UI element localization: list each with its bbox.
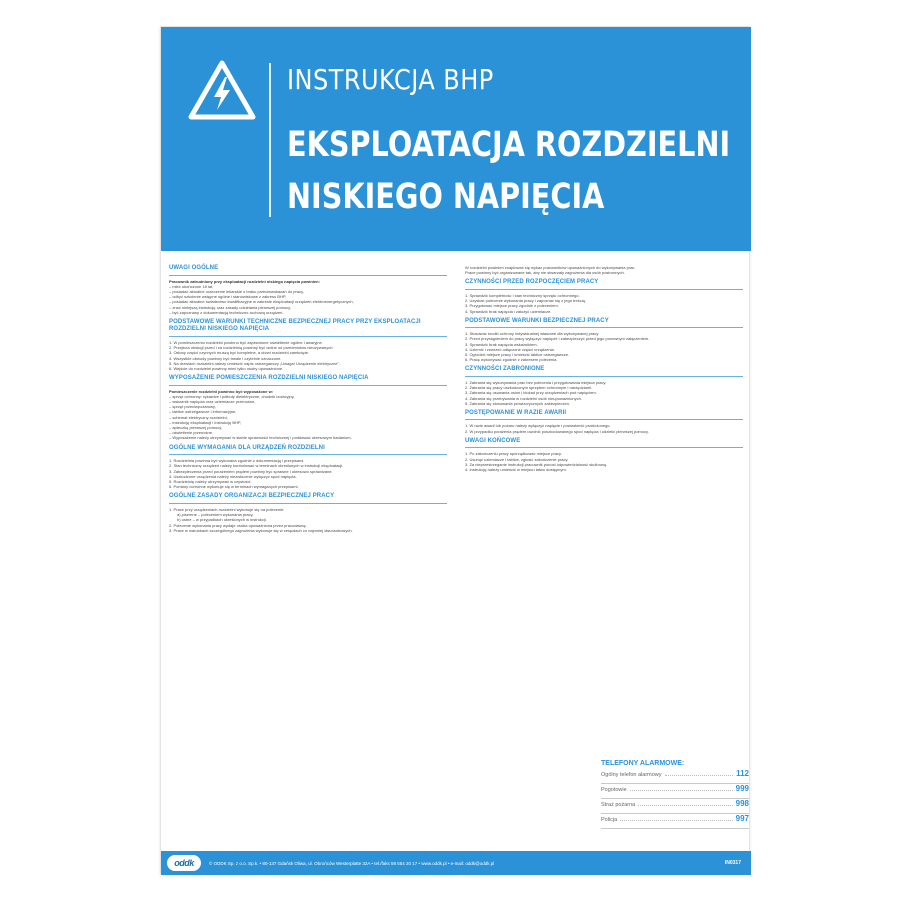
dotted-leader <box>620 816 732 821</box>
phone-row <box>601 784 749 799</box>
section-item: 3. Zabezpieczenia przed porażeniem prądem powinny być sprawne i okresowo sprawdzane. <box>169 468 333 474</box>
section-item: 5. Rozdzielnię należy utrzymywać w czystości. <box>169 478 252 484</box>
footer-bar <box>161 851 751 875</box>
section-item: 1. W razie awarii lub pożaru należy wyłączyć napięcie i powiadomić przełożonego. <box>465 423 611 429</box>
section <box>169 445 447 490</box>
section-item: – sprzęt przeciwpożarowy, <box>169 404 216 410</box>
section-item: 1. Sprawdzić kompletność i stan techniczny sprzętu ochronnego. <box>465 292 580 298</box>
phone-row <box>601 769 749 784</box>
section-item: 1. Zabrania się wykonywania prac bez polecenia i przygotowania miejsca pracy. <box>465 379 607 385</box>
section-item: – odbyć szkolenie wstępne ogólne i stanowiskowe z zakresu BHP, <box>169 294 287 300</box>
section-item: b) ustne – w przypadkach określonych w instrukcji. <box>177 517 267 523</box>
phone-number: 112 <box>736 769 749 778</box>
section <box>465 366 743 406</box>
section-item: 2. Stan techniczny urządzeń należy kontrolować w terminach określonych w instrukcji eksploatacji. <box>169 463 344 469</box>
document-title <box>287 119 731 223</box>
section-item: – znać niniejszą instrukcję oraz zasady udzielania pierwszej pomocy, <box>169 304 291 310</box>
section-title: OGÓLNE ZASADY ORGANIZACJI BEZPIECZNEJ PRACY <box>169 493 335 500</box>
section-item: 3. Przygotować miejsce pracy zgodnie z poleceniem. <box>465 303 559 309</box>
section-rule <box>465 327 743 328</box>
section-item: 3. Sprawdzić brak napięcia wskaźnikiem. <box>465 341 538 347</box>
instruction-sheet <box>160 26 750 874</box>
section-rule <box>465 289 743 290</box>
section-item: 4. Wszystkie obwody powinny być trwale i czytelnie oznaczone. <box>169 355 282 361</box>
section-title: CZYNNOŚCI ZABRONIONE <box>465 366 545 373</box>
section-title: PODSTAWOWE WARUNKI TECHNICZNE BEZPIECZNEJ PRACY PRZY EKSPLOATACJI ROZDZIELNI NISKIEGO NAPIĘCIA <box>169 318 421 333</box>
section-rule <box>465 447 743 448</box>
emergency-phones-title: TELEFONY ALARMOWE: <box>601 760 685 767</box>
section-item: 4. Uszkodzone urządzenia należy niezwłocznie wyłączyć spod napięcia. <box>169 473 297 479</box>
section-item: 3. Prace w warunkach szczególnego zagrożenia wykonuje się w zespołach co najmniej dwuosobowych. <box>169 527 353 533</box>
footer-contact-text: © ODDK Sp. z o.o. Sp.k. • 80-137 Gdańsk Oliwa, ul. Obrońców Westerplatte 32A • tel./faks 58 554 20 17 • www.oddk.pl • e-mail: oddk@oddk.pl <box>209 860 495 866</box>
phone-number: 999 <box>735 784 749 793</box>
section <box>169 375 447 441</box>
phone-label: Straż pożarna <box>601 802 636 808</box>
section-item: 1. Po zakończeniu pracy uporządkować miejsce pracy. <box>465 451 562 457</box>
section <box>169 493 447 533</box>
section-item: 4. Instrukcję należy umieścić w miejscu łatwo dostępnym. <box>465 466 567 472</box>
section-item: – wskaźnik napięcia oraz uziemiacze przenośne, <box>169 399 256 405</box>
phone-label: Pogotowie <box>601 787 627 793</box>
high-voltage-warning-icon <box>187 59 257 121</box>
section-rule <box>169 336 447 337</box>
section-item: 1. W pomieszczeniu rozdzielni powinno być zapewnione oświetlenie ogólne i awaryjne. <box>169 339 323 345</box>
section-item: 5. Zabrania się stosowania prowizorycznych zabezpieczeń. <box>465 400 570 406</box>
dotted-leader <box>665 771 734 776</box>
title-line-2: NISKIEGO NAPIĘCIA <box>287 177 605 217</box>
document-code: IN0317 <box>724 860 741 866</box>
section <box>169 319 447 371</box>
section-item: 6. Pracę wykonywać zgodnie z zakresem polecenia. <box>465 357 558 363</box>
section-item: W rozdzielni powinien znajdować się wykaz pracowników upoważnionych do wykonywania prac. <box>465 265 636 270</box>
section-item: – być zapoznany z dokumentacją techniczno-ruchową urządzeń. <box>169 309 284 315</box>
section-title: CZYNNOŚCI PRZED ROZPOCZĘCIEM PRACY <box>465 279 599 286</box>
section-title: POSTĘPOWANIE W RAZIE AWARII <box>465 409 567 416</box>
section <box>465 438 743 472</box>
section-item: – sprzęt ochronny: rękawice i półbuty dielektryczne, chodnik izolacyjny, <box>169 393 295 399</box>
section-item: 1. Rozdzielnia powinna być wykonana zgodnie z dokumentacją i przepisami. <box>169 458 305 464</box>
section-item: 2. Przed przystąpieniem do pracy wyłączyć napięcie i zabezpieczyć przed jego ponownym załączeniem. <box>465 336 650 342</box>
section-rule <box>169 503 447 504</box>
section-item: 3. Zabrania się usuwania osłon i blokad przy urządzeniach pod napięciem. <box>465 390 597 396</box>
section-rule <box>465 419 743 420</box>
phone-number: 997 <box>735 814 749 823</box>
phone-label: Ogólny telefon alarmowy <box>601 772 662 778</box>
section-item: – schemat elektryczny rozdzielni, <box>169 414 228 420</box>
section <box>465 410 743 434</box>
header-banner <box>161 27 751 251</box>
emergency-phones-list <box>601 769 749 829</box>
section-item: – mieć ukończone 18 lat, <box>169 283 214 289</box>
section-title: OGÓLNE WYMAGANIA DLA URZĄDZEŃ ROZDZIELNI <box>169 444 325 451</box>
section-item: 4. Uziemić i zewrzeć odłączone części urządzenia. <box>465 346 555 352</box>
section-item: Prace powinny być organizowane tak, aby nie stwarzały zagrożenia dla osób postronnych. <box>465 270 625 276</box>
section-item: 4. Sprawdzić brak napięcia i założyć uziemiacze. <box>465 308 552 314</box>
document-type-label: INSTRUKCJA BHP <box>287 63 494 96</box>
phone-label: Policja <box>601 817 618 823</box>
section-intro: Pomieszczenie rozdzielni powinno być wyposażone w: <box>169 388 274 394</box>
phone-row <box>601 814 749 829</box>
header-divider <box>269 63 271 217</box>
section-item: 5. Ogrodzić miejsce pracy i umieścić tablice ostrzegawcze. <box>465 352 570 358</box>
section <box>169 265 447 315</box>
phone-number: 998 <box>735 799 749 808</box>
section-item: 2. W przypadku porażenia prądem uwolnić poszkodowanego spod napięcia i udzielić pierwszej pomocy. <box>465 428 649 434</box>
section-item: – apteczkę pierwszej pomocy, <box>169 425 223 431</box>
section-item: 3. Osłony części czynnych muszą być kompletne, a drzwi rozdzielni zamknięte. <box>169 350 310 356</box>
section-rule <box>169 385 447 386</box>
section-item: 6. Wejście do rozdzielni powinny mieć tylko osoby upoważnione. <box>169 365 284 371</box>
section-item: 1. Prace przy urządzeniach rozdzielni wykonuje się na polecenie: <box>169 506 285 512</box>
title-line-1: EKSPLOATACJA ROZDZIELNI <box>287 125 731 165</box>
section-rule <box>169 454 447 455</box>
section-title: UWAGI OGÓLNE <box>169 265 219 271</box>
instruction-body <box>161 265 751 841</box>
section-item: 2. Uzyskać polecenie wykonania pracy i zapoznać się z jego treścią. <box>465 298 586 304</box>
section-item: 2. Zabrania się pracy uszkodzonym sprzętem ochronnym i narzędziami. <box>465 385 593 391</box>
left-column <box>169 265 447 537</box>
section-title: PODSTAWOWE WARUNKI BEZPIECZNEJ PRACY <box>465 317 609 324</box>
section-item: 5. Na drzwiach rozdzielni należy umieścić napis ostrzegawczy „Uwaga! Urządzenie elektryczne”. <box>169 360 340 366</box>
phone-row <box>601 799 749 814</box>
section-item: – oświetlenie przenośne. <box>169 430 214 436</box>
section-title: WYPOSAŻENIE POMIESZCZENIA ROZDZIELNI NISKIEGO NAPIĘCIA <box>169 375 369 382</box>
dotted-leader <box>630 786 733 791</box>
section-item: – posiadać aktualne świadectwo kwalifikacyjne w zakresie eksploatacji urządzeń elektroenergetycznych, <box>169 299 354 305</box>
section-item: 1. Stosować środki ochrony indywidualnej właściwe dla wykonywanej pracy. <box>465 331 600 337</box>
section-item: 6. Pomiary ochronne wykonuje się w terminach wymaganych przepisami. <box>169 484 299 490</box>
section-item: a) pisemne – poleceniem wykonania pracy, <box>177 512 254 518</box>
section-item: – Wyposażenie należy utrzymywać w stanie sprawności technicznej i poddawać okresowym badaniom. <box>169 435 352 441</box>
section-item: 4. Zabrania się przebywania w rozdzielni osób nieupoważnionych. <box>465 395 582 401</box>
section <box>465 265 743 275</box>
section-item: 2. Usunąć uziemiacze i tablice, zgłosić zakończenie pracy. <box>465 456 569 462</box>
section-rule <box>169 275 447 276</box>
section-intro: Pracownik zatrudniony przy eksploatacji rozdzielni niskiego napięcia powinien: <box>169 278 320 284</box>
section-item: – posiadać aktualne orzeczenie lekarskie o braku przeciwwskazań do pracy, <box>169 288 304 294</box>
section-item: 3. Za nieprzestrzeganie instrukcji pracownik ponosi odpowiedzialność służbową. <box>465 461 608 467</box>
right-column <box>465 265 743 476</box>
section-item: – instrukcję eksploatacji i instrukcję BHP, <box>169 419 242 425</box>
section <box>465 318 743 363</box>
company-logo: oddk <box>167 855 201 871</box>
section-title: UWAGI KOŃCOWE <box>465 437 521 444</box>
section-item: – tablice ostrzegawcze i informacyjne, <box>169 409 237 415</box>
section-item: 2. Przejścia obsługi przed i za rozdzielnią powinny być wolne od przedmiotów nieużywanych. <box>169 345 334 351</box>
emergency-phones <box>601 759 749 829</box>
section <box>465 279 743 313</box>
section-item: 2. Polecenie wykonania pracy wydaje osoba upoważniona przez pracodawcę. <box>169 522 307 528</box>
dotted-leader <box>638 801 732 806</box>
section-rule <box>465 376 743 377</box>
